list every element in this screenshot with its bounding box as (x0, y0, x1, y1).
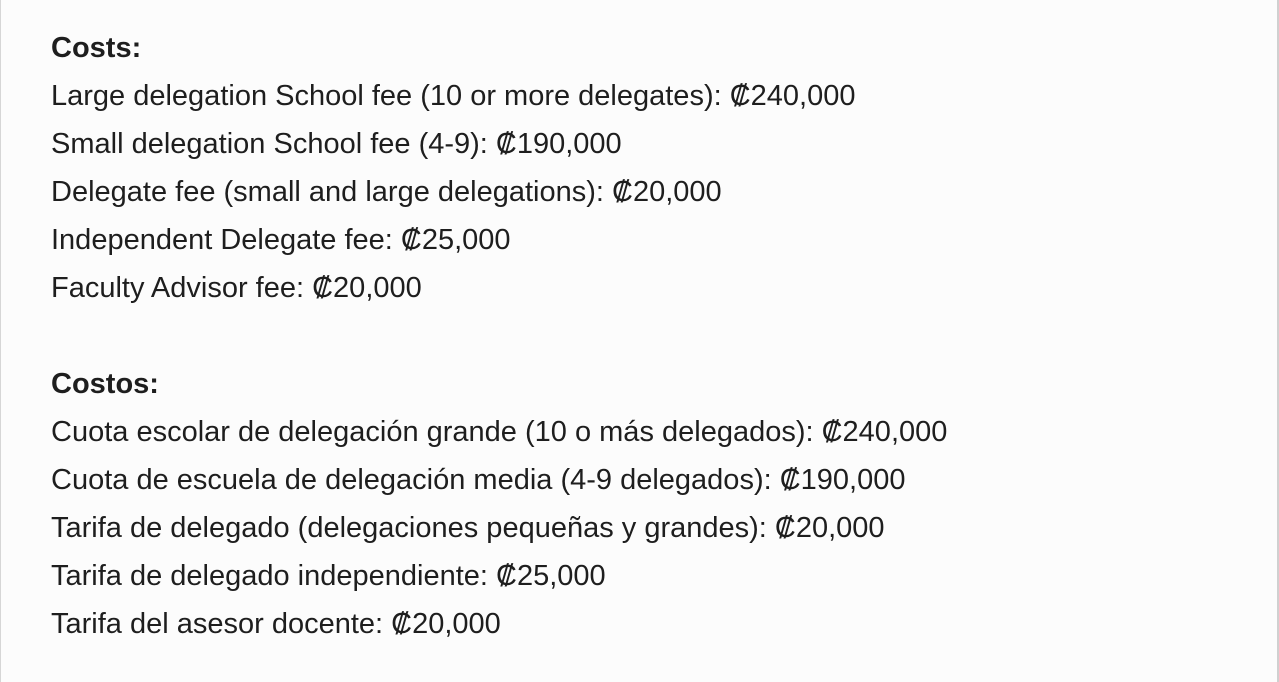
fee-line: Small delegation School fee (4-9): ₡190,000 (51, 128, 622, 160)
costs-section-english (51, 24, 947, 312)
fee-line: Delegate fee (small and large delegations): ₡20,000 (51, 176, 722, 208)
fee-line: Faculty Advisor fee: ₡20,000 (51, 272, 422, 304)
document-content (51, 24, 947, 648)
fee-line: Cuota de escuela de delegación media (4-9 delegados): ₡190,000 (51, 464, 906, 496)
section-spacer (51, 312, 947, 360)
section-heading: Costos: (51, 368, 159, 400)
fee-line: Tarifa de delegado independiente: ₡25,000 (51, 560, 606, 592)
section-heading: Costs: (51, 32, 142, 64)
fee-line: Independent Delegate fee: ₡25,000 (51, 224, 511, 256)
costs-section-spanish (51, 360, 947, 648)
fee-line: Tarifa del asesor docente: ₡20,000 (51, 608, 501, 640)
fee-line: Tarifa de delegado (delegaciones pequeñas y grandes): ₡20,000 (51, 512, 885, 544)
fee-line: Large delegation School fee (10 or more delegates): ₡240,000 (51, 80, 856, 112)
fee-line: Cuota escolar de delegación grande (10 o más delegados): ₡240,000 (51, 416, 948, 448)
